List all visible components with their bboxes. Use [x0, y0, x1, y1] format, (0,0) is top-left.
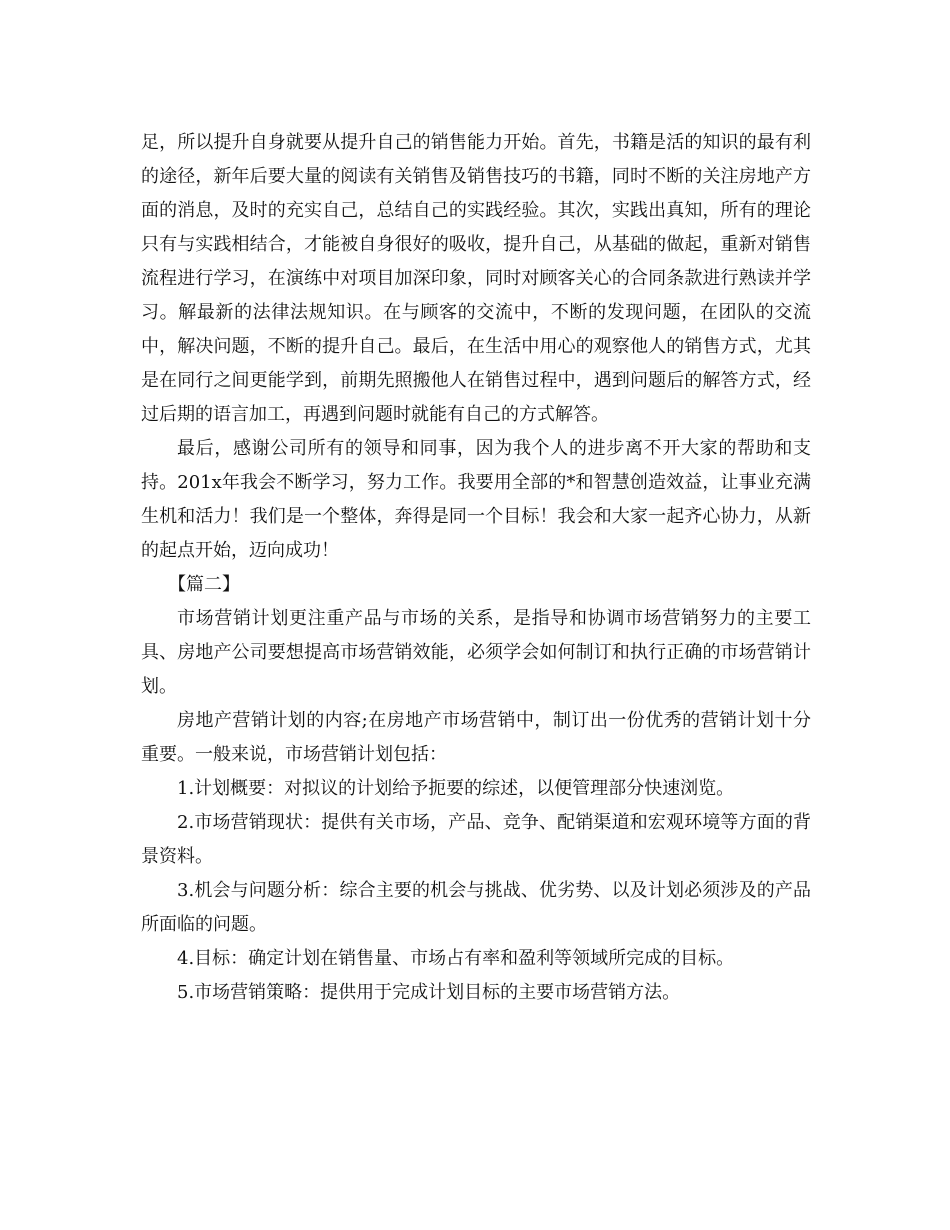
list-item-1: 1.计划概要：对拟议的计划给予扼要的综述，以便管理部分快速浏览。 — [177, 778, 735, 799]
list-item-2: 2.市场营销现状：提供有关市场，产品、竞争、配销渠道和宏观环境等方面的背景资料。 — [141, 812, 811, 867]
paragraph-intro: 市场营销计划更注重产品与市场的关系，是指导和协调市场营销努力的主要工具、房地产公司要想提高市场营销效能，必须学会如何制订和执行正确的市场营销计划。 — [141, 608, 811, 697]
list-item-5: 5.市场营销策略：提供用于完成计划目标的主要市场营销方法。 — [177, 982, 681, 1003]
list-item-3: 3.机会与问题分析：综合主要的机会与挑战、优劣势、以及计划必须涉及的产品所面临的问题。 — [141, 880, 811, 935]
section-heading: 【篇二】 — [168, 574, 240, 595]
list-item-4: 4.目标：确定计划在销售量、市场占有率和盈利等领域所完成的目标。 — [177, 948, 735, 969]
document-page — [141, 126, 811, 1010]
paragraph-thanks: 最后，感谢公司所有的领导和同事，因为我个人的进步离不开大家的帮助和支持。201x年我会不断学习，努力工作。我要用全部的*和智慧创造效益，让事业充满生机和活力！我们是一个整体，奔得是同一个目标！我会和大家一起齐心协力，从新的起点开始，迈向成功！ — [141, 438, 811, 561]
paragraph-continued: 足，所以提升自身就要从提升自己的销售能力开始。首先，书籍是活的知识的最有利的途径，新年后要大量的阅读有关销售及销售技巧的书籍，同时不断的关注房地产方面的消息，及时的充实自己，总结自己的实践经验。其次，实践出真知，所有的理论只有与实践相结合，才能被自身很好的吸收，提升自己，从基础的做起，重新对销售流程进行学习，在演练中对项目加深印象，同时对顾客关心的合同条款进行熟读并学习。解最新的法律法规知识。在与顾客的交流中，不断的发现问题，在团队的交流中，解决问题，不断的提升自己。最后，在生活中用心的观察他人的销售方式，尤其是在同行之间更能学到，前期先照搬他人在销售过程中，遇到问题后的解答方式，经过后期的语言加工，再遇到问题时就能有自己的方式解答。 — [141, 132, 811, 425]
paragraph-plan-content: 房地产营销计划的内容;在房地产市场营销中，制订出一份优秀的营销计划十分重要。一般来说，市场营销计划包括： — [141, 710, 811, 765]
